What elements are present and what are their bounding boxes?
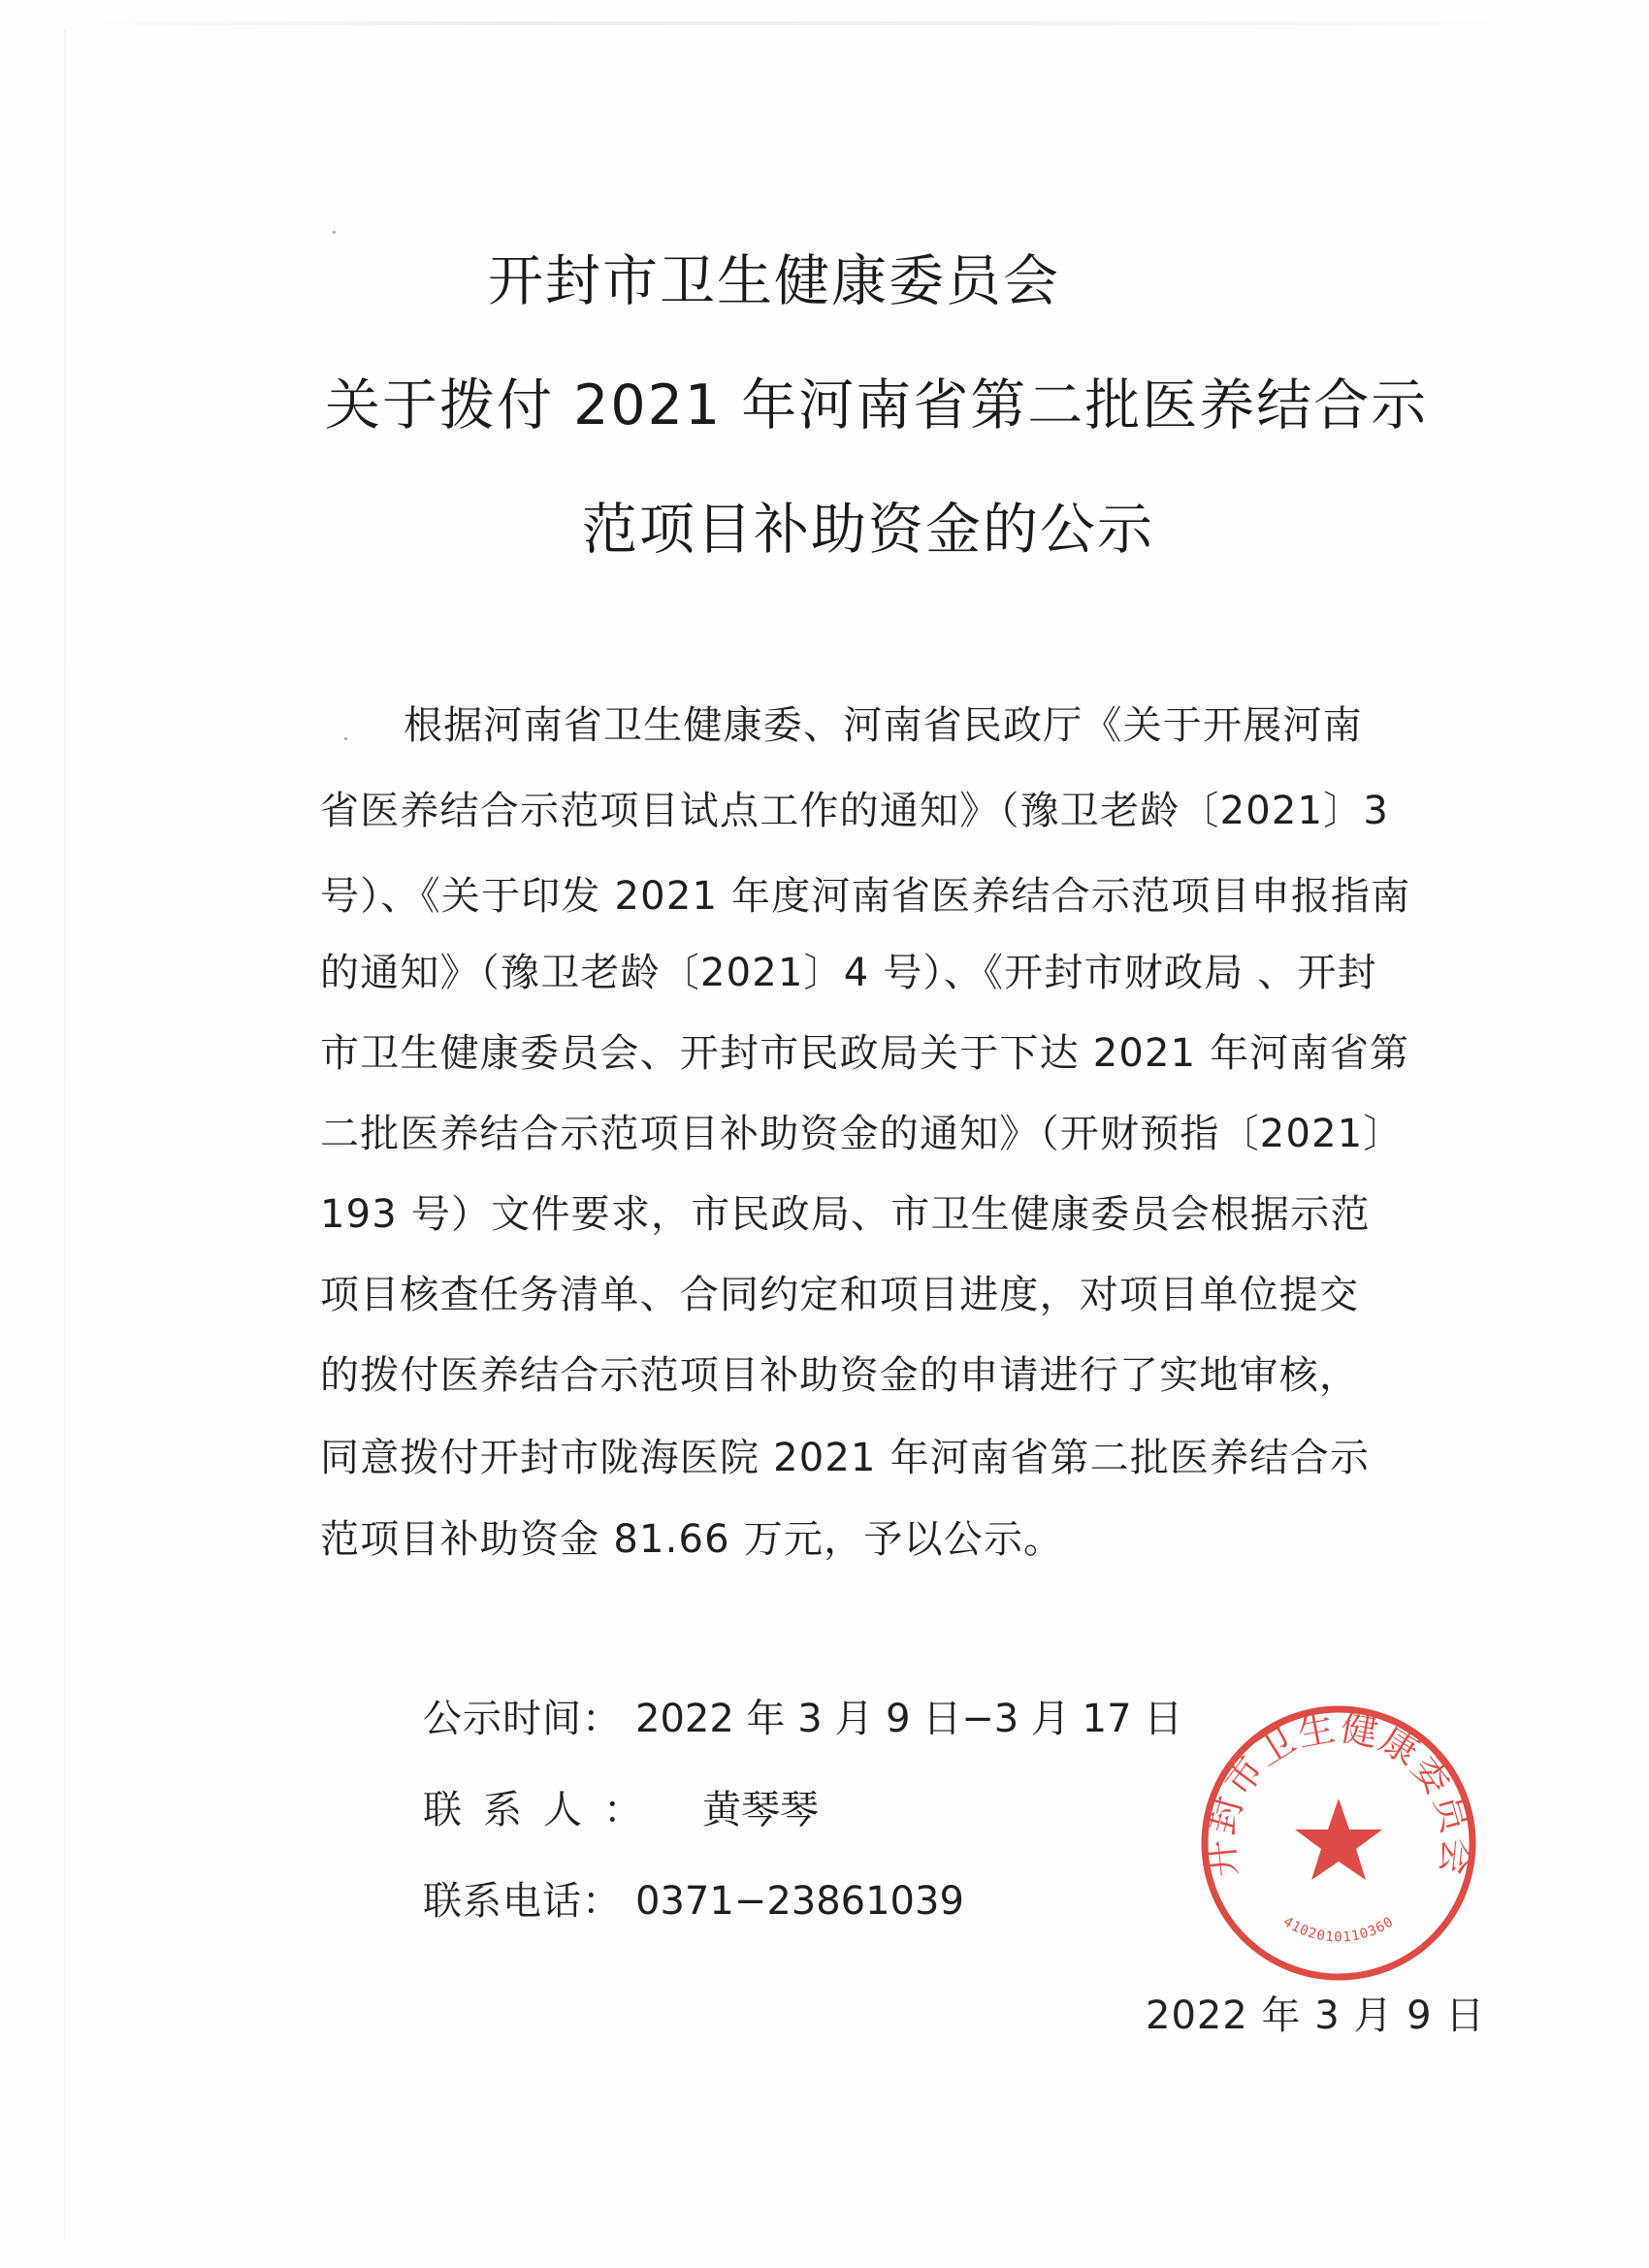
body-line-2: 省医养结合示范项目试点工作的通知》（豫卫老龄〔2021〕3 xyxy=(320,789,1390,833)
contact-person-value: 黄琴琴 xyxy=(702,1788,819,1832)
scan-edge-left xyxy=(64,29,66,2241)
seal-number: 4102010110360 xyxy=(1280,1914,1397,1946)
body-line-4: 的通知》（豫卫老龄〔2021〕4 号）、《开封市财政局 、开封 xyxy=(320,951,1377,995)
body-line-9: 的拨付医养结合示范项目补助资金的申请进行了实地审核， xyxy=(320,1353,1360,1398)
contact-phone-value: 0371−23861039 xyxy=(635,1879,964,1924)
scan-speck xyxy=(333,231,336,234)
contact-person xyxy=(423,1788,819,1832)
body-line-1: 根据河南省卫生健康委、河南省民政厅《关于开展河南 xyxy=(404,703,1363,748)
contact-phone xyxy=(423,1879,964,1924)
seal-star-icon xyxy=(1295,1798,1382,1880)
body-line-8: 项目核查任务清单、合同约定和项目进度，对项目单位提交 xyxy=(320,1273,1360,1317)
publicity-period xyxy=(423,1697,1183,1741)
scan-speck xyxy=(344,737,347,740)
contact-person-label: 联系人： xyxy=(423,1788,663,1832)
scan-edge-top xyxy=(58,21,1552,25)
title-line-1: 开封市卫生健康委员会 xyxy=(488,249,1060,313)
title-line-3: 范项目补助资金的公示 xyxy=(582,498,1154,562)
publicity-period-value: 2022 年 3 月 9 日−3 月 17 日 xyxy=(635,1697,1183,1741)
body-line-3: 号）、《关于印发 2021 年度河南省医养结合示范项目申报指南 xyxy=(320,874,1411,919)
body-line-11: 范项目补助资金 81.66 万元，予以公示。 xyxy=(320,1517,1064,1562)
official-seal xyxy=(1193,1698,1484,1989)
body-line-5: 市卫生健康委员会、开封市民政局关于下达 2021 年河南省第 xyxy=(320,1031,1410,1076)
contact-phone-label: 联系电话： xyxy=(423,1879,622,1924)
title-line-2: 关于拨付 2021 年河南省第二批医养结合示 xyxy=(325,373,1429,437)
body-line-10: 同意拨付开封市陇海医院 2021 年河南省第二批医养结合示 xyxy=(320,1436,1371,1480)
body-line-6: 二批医养结合示范项目补助资金的通知》（开财预指〔2021〕 xyxy=(320,1112,1404,1156)
signature-date: 2022 年 3 月 9 日 xyxy=(1146,1993,1486,2038)
seal-text: 开封市卫生健康委员会 xyxy=(1198,1705,1479,1879)
body-line-7: 193 号）文件要求，市民政局、市卫生健康委员会根据示范 xyxy=(320,1192,1371,1237)
publicity-period-label: 公示时间： xyxy=(423,1697,622,1741)
